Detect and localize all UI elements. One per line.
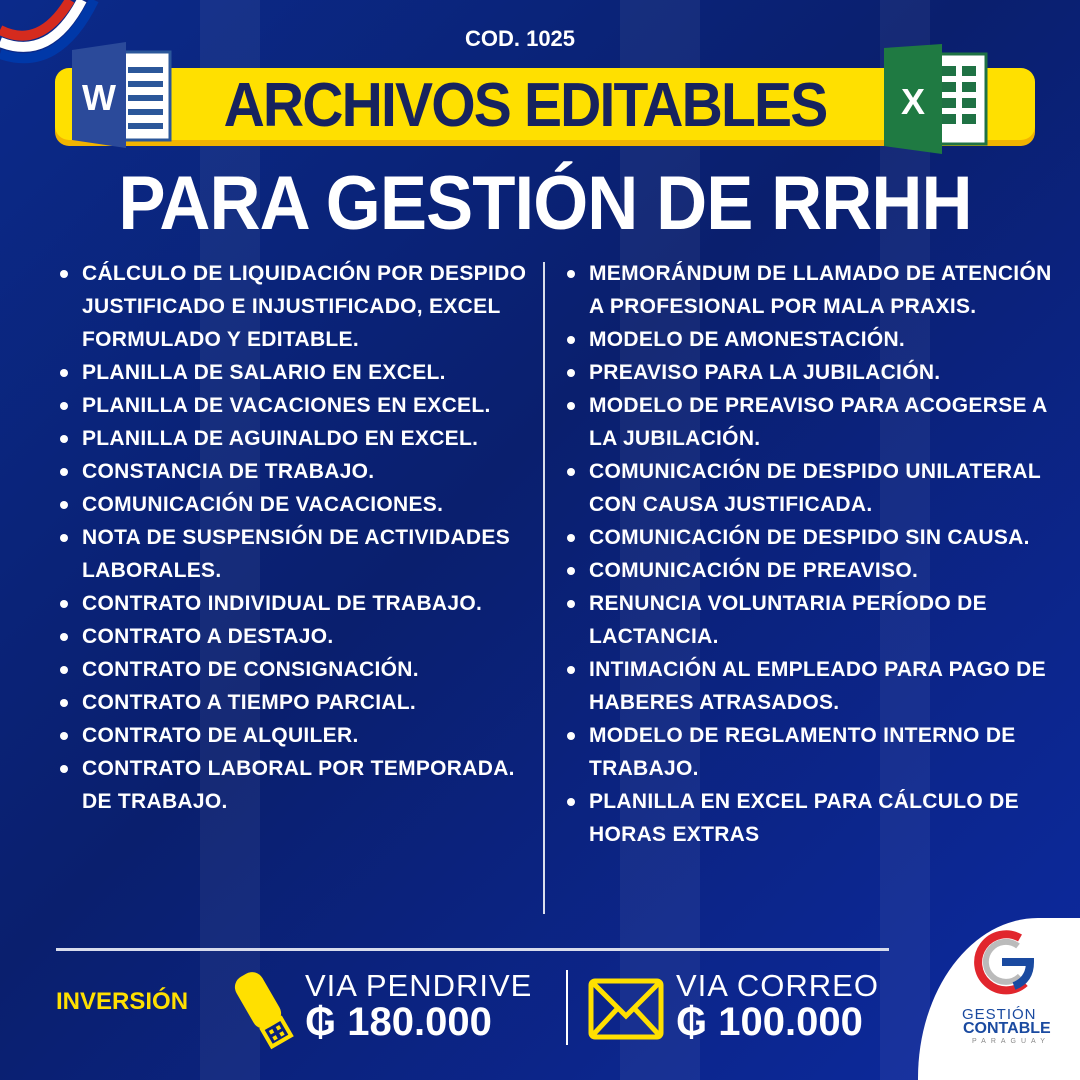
list-item: INTIMACIÓN AL EMPLEADO PARA PAGO DE HABERES ATRASADOS. — [565, 653, 1070, 719]
list-item: NOTA DE SUSPENSIÓN DE ACTIVIDADES LABORALES. — [58, 521, 533, 587]
pendrive-price: ₲ 180.000 — [305, 1000, 492, 1044]
product-code: COD. 1025 — [464, 26, 576, 51]
list-item: CONTRATO LABORAL POR TEMPORADA. DE TRABAJO. — [58, 752, 533, 818]
list-item: MODELO DE PREAVISO PARA ACOGERSE A LA JUBILACIÓN. — [565, 389, 1070, 455]
list-item: MODELO DE REGLAMENTO INTERNO DE TRABAJO. — [565, 719, 1070, 785]
correo-label: VIA CORREO — [676, 968, 879, 1003]
list-item: COMUNICACIÓN DE PREAVISO. — [565, 554, 1070, 587]
pricing-divider — [566, 970, 568, 1045]
investment-label: INVERSIÓN — [56, 988, 189, 1015]
list-item: CONTRATO DE ALQUILER. — [58, 719, 533, 752]
list-item: PLANILLA EN EXCEL PARA CÁLCULO DE HORAS EXTRAS — [565, 785, 1070, 851]
gestion-contable-logo-icon — [970, 928, 1040, 998]
list-item: CONTRATO A DESTAJO. — [58, 620, 533, 653]
list-item: COMUNICACIÓN DE DESPIDO UNILATERAL CON CAUSA JUSTIFICADA. — [565, 455, 1070, 521]
list-item: MODELO DE AMONESTACIÓN. — [565, 323, 1070, 356]
list-item: CONTRATO INDIVIDUAL DE TRABAJO. — [58, 587, 533, 620]
list-item: MEMORÁNDUM DE LLAMADO DE ATENCIÓN A PROFESIONAL POR MALA PRAXIS. — [565, 257, 1070, 323]
logo-text-paraguay: PARAGUAY — [972, 1038, 1050, 1045]
list-item: CONSTANCIA DE TRABAJO. — [58, 455, 533, 488]
list-item: CÁLCULO DE LIQUIDACIÓN POR DESPIDO JUSTIFICADO E INJUSTIFICADO, EXCEL FORMULADO Y EDITABLE. — [58, 257, 533, 356]
list-item: PLANILLA DE SALARIO EN EXCEL. — [58, 356, 533, 389]
logo-text-gestion: GESTIÓN — [962, 1006, 1037, 1023]
list-item: PREAVISO PARA LA JUBILACIÓN. — [565, 356, 1070, 389]
column-divider — [543, 262, 545, 914]
usb-pendrive-icon — [228, 968, 298, 1050]
pendrive-label: VIA PENDRIVE — [305, 968, 533, 1003]
list-item: COMUNICACIÓN DE VACACIONES. — [58, 488, 533, 521]
list-item: PLANILLA DE AGUINALDO EN EXCEL. — [58, 422, 533, 455]
svg-text:W: W — [82, 77, 116, 118]
main-title: PARA GESTIÓN DE RRHH — [118, 161, 972, 246]
list-item: COMUNICACIÓN DE DESPIDO SIN CAUSA. — [565, 521, 1070, 554]
list-item: RENUNCIA VOLUNTARIA PERÍODO DE LACTANCIA. — [565, 587, 1070, 653]
left-list — [58, 257, 533, 818]
banner-title: ARCHIVOS EDITABLES — [223, 71, 827, 140]
list-item: PLANILLA DE VACACIONES EN EXCEL. — [58, 389, 533, 422]
excel-icon — [882, 44, 992, 154]
right-list — [565, 257, 1070, 851]
list-item: CONTRATO DE CONSIGNACIÓN. — [58, 653, 533, 686]
word-icon — [68, 40, 178, 150]
correo-price: ₲ 100.000 — [676, 1000, 863, 1044]
horizontal-divider — [56, 948, 889, 951]
envelope-icon — [588, 978, 664, 1040]
list-item: CONTRATO A TIEMPO PARCIAL. — [58, 686, 533, 719]
svg-text:X: X — [900, 81, 926, 122]
logo-text-contable: CONTABLE — [963, 1020, 1051, 1037]
